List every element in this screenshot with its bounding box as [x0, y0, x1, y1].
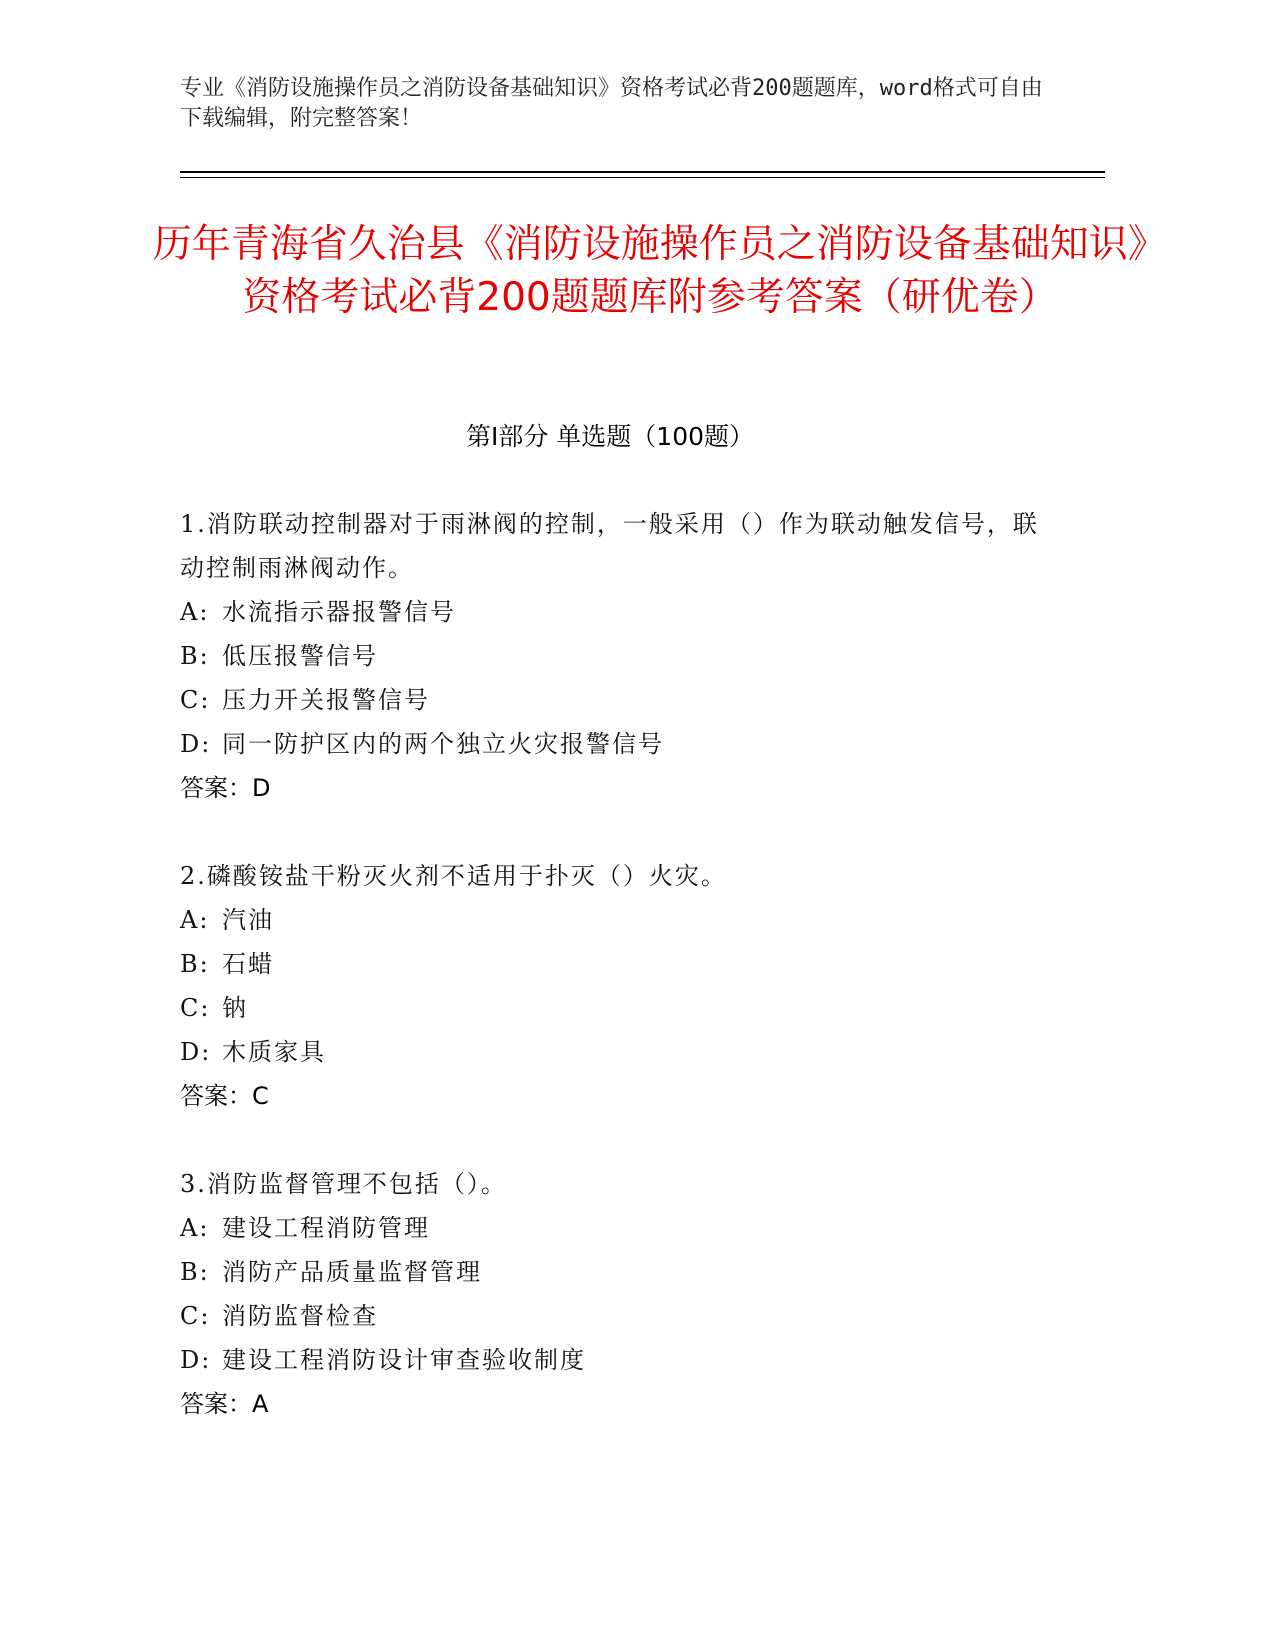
option-text: 石蜡	[222, 950, 274, 978]
option-d	[180, 722, 1060, 766]
header-note: 专业《消防设施操作员之消防设备基础知识》资格考试必背200题题库，word格式可自由下载编辑，附完整答案！	[180, 76, 1043, 131]
option-text: 木质家具	[222, 1038, 326, 1066]
option-letter: A:	[180, 906, 210, 934]
option-text: 同一防护区内的两个独立火灾报警信号	[222, 730, 664, 758]
option-letter: B:	[180, 950, 210, 978]
question-stem: 2.磷酸铵盐干粉灭火剂不适用于扑灭（）火灾。	[180, 862, 727, 890]
question-2	[180, 854, 1060, 1118]
option-letter: D:	[180, 730, 212, 758]
option-letter: B:	[180, 1258, 210, 1286]
option-c	[180, 678, 1060, 722]
option-text: 低压报警信号	[222, 642, 378, 670]
answer-line: 答案：C	[180, 1082, 269, 1110]
option-text: 汽油	[222, 906, 274, 934]
option-letter: C:	[180, 686, 211, 714]
option-a	[180, 590, 1060, 634]
option-c	[180, 986, 1060, 1030]
option-text: 水流指示器报警信号	[222, 598, 456, 626]
question-3	[180, 1162, 1060, 1426]
answer-line: 答案：A	[180, 1390, 269, 1418]
document-title: 历年青海省久治县《消防设施操作员之消防设备基础知识》资格考试必背200题题库附参考答案（研优卷）	[152, 222, 1148, 320]
question-list	[180, 502, 1060, 1470]
answer-line: 答案：D	[180, 774, 271, 802]
option-text: 消防产品质量监督管理	[222, 1258, 482, 1286]
option-text: 建设工程消防设计审查验收制度	[222, 1346, 586, 1374]
option-d	[180, 1338, 1060, 1382]
option-letter: C:	[180, 994, 211, 1022]
option-letter: A:	[180, 598, 210, 626]
question-stem: 3.消防监督管理不包括（）。	[180, 1170, 507, 1198]
option-letter: B:	[180, 642, 210, 670]
header-divider-thin	[180, 177, 1105, 178]
header-divider-thick	[180, 171, 1105, 173]
option-b	[180, 634, 1060, 678]
option-b	[180, 1250, 1060, 1294]
question-stem: 1.消防联动控制器对于雨淋阀的控制，一般采用（）作为联动触发信号，联动控制雨淋阀动作。	[180, 510, 1039, 582]
option-d	[180, 1030, 1060, 1074]
option-letter: A:	[180, 1214, 210, 1242]
option-a	[180, 898, 1060, 942]
option-b	[180, 942, 1060, 986]
option-text: 压力开关报警信号	[222, 686, 430, 714]
option-letter: D:	[180, 1038, 212, 1066]
option-text: 钠	[222, 994, 248, 1022]
option-c	[180, 1294, 1060, 1338]
option-a	[180, 1206, 1060, 1250]
question-1	[180, 502, 1060, 810]
option-letter: C:	[180, 1302, 211, 1330]
section-title: 第Ⅰ部分 单选题（100题）	[465, 422, 755, 451]
option-text: 建设工程消防管理	[222, 1214, 430, 1242]
option-letter: D:	[180, 1346, 212, 1374]
option-text: 消防监督检查	[222, 1302, 378, 1330]
